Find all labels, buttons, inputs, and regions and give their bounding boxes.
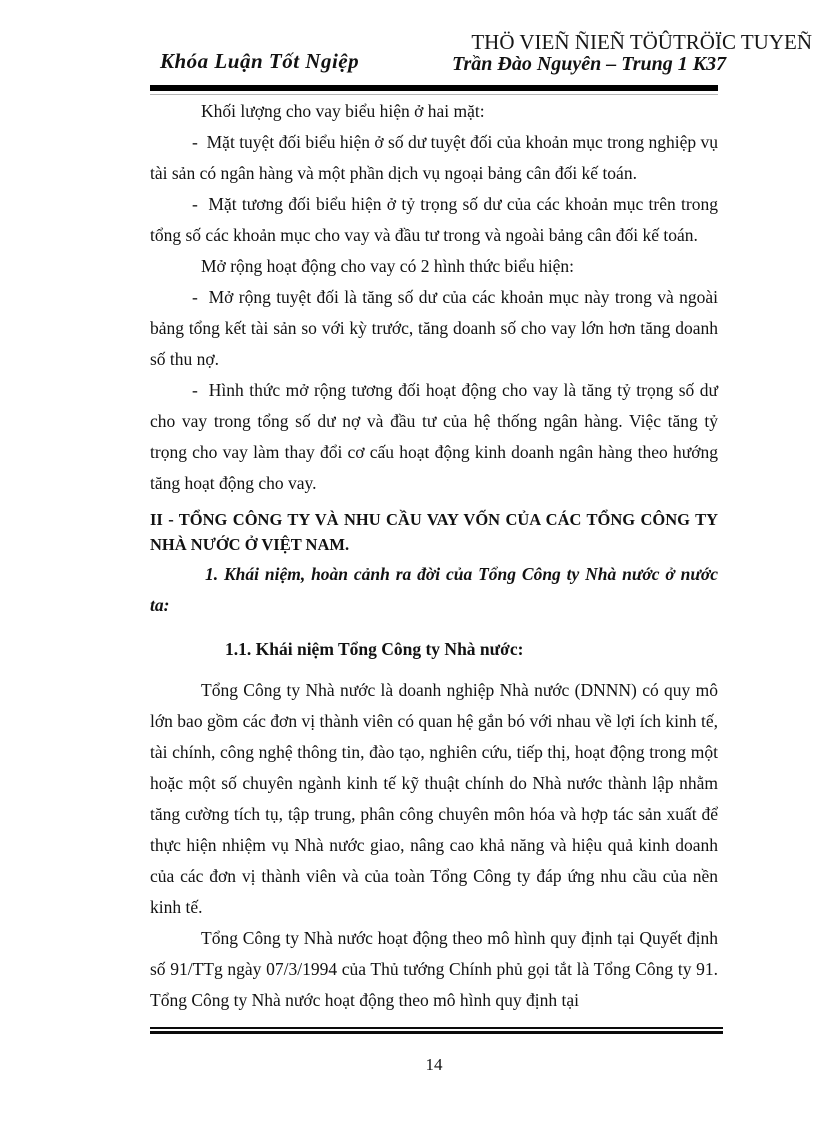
footer-rule — [150, 1027, 723, 1034]
body-text — [150, 96, 718, 1016]
paragraph-decision-91ttg: Tổng Công ty Nhà nước hoạt động theo mô hình quy định tại Quyết định số 91/TTg ngày 07/3/1994 của Thủ tướng Chính phủ gọi tắt là Tổng Công ty 91. Tổng Công ty Nhà nước hoạt động theo mô hình quy định tại — [150, 928, 718, 1010]
bullet-relative-expansion: - Hình thức mở rộng tương đối hoạt động cho vay là tăng tỷ trọng số dư cho vay trong tổng số dư nợ và đầu tư của hệ thống ngân hàng. Việc tăng tỷ trọng cho vay làm thay đổi cơ cấu hoạt động kinh doanh ngân hàng theo hướng tăng hoạt động cho vay. — [150, 380, 718, 493]
library-watermark-text: THÖ VIEÑ ÑIEÑ TÖÛTRÖÏC TUYEÑ — [471, 30, 812, 54]
section-heading-ii: II - TỔNG CÔNG TY VÀ NHU CẦU VAY VỐN CỦA CÁC TỔNG CÔNG TY NHÀ NƯỚC Ở VIỆT NAM. — [150, 510, 718, 554]
bullet-relative-aspect: - Mặt tương đối biểu hiện ở tỷ trọng số dư của các khoản mục trên trong tổng số các khoản mục cho vay và đầu tư trong và ngoài bảng cân đối kế toán. — [150, 194, 718, 245]
bullet-absolute-expansion: - Mở rộng tuyệt đối là tăng số dư của các khoản mục này trong và ngoài bảng tổng kết tài sản so với kỳ trước, tăng doanh số cho vay lớn hơn tăng doanh số thu nợ. — [150, 287, 718, 369]
bullet-absolute-aspect: - Mặt tuyệt đối biểu hiện ở số dư tuyệt đối của khoản mục trong nghiệp vụ tài sản có ngân hàng và một phần dịch vụ ngoại bảng cân đối kế toán. — [150, 132, 718, 183]
subsection-heading-1: 1. Khái niệm, hoàn cảnh ra đời của Tổng Công ty Nhà nước ở nước ta: — [150, 564, 718, 615]
paragraph-loan-volume-intro: Khối lượng cho vay biểu hiện ở hai mặt: — [201, 101, 485, 121]
author-name: Trần Đào Nguyên – Trung 1 K37 — [452, 53, 727, 75]
paragraph-definition-tct: Tổng Công ty Nhà nước là doanh nghiệp Nhà nước (DNNN) có quy mô lớn bao gồm các đơn vị thành viên có quan hệ gắn bó với nhau về lợi ích kinh tế, tài chính, công nghệ thông tin, đào tạo, nghiên cứu, tiếp thị, hoạt động trong một hoặc một số chuyên ngành kinh tế kỹ thuật chính do Nhà nước thành lập nhằm tăng cường tích tụ, tập trung, phân công chuyên môn hóa và hợp tác sản xuất để thực hiện nhiệm vụ Nhà nước giao, nâng cao khả năng và hiệu quả kinh doanh của các đơn vị thành viên và của toàn Tổng Công ty đáp ứng nhu cầu của nền kinh tế. — [150, 680, 718, 917]
header-rule — [150, 85, 718, 91]
header-rule-shadow — [150, 94, 718, 95]
thesis-title: Khóa Luận Tốt Ngiệp — [160, 49, 360, 73]
subsection-heading-1-1: 1.1. Khái niệm Tổng Công ty Nhà nước: — [225, 639, 524, 659]
paragraph-expansion-intro: Mở rộng hoạt động cho vay có 2 hình thức biểu hiện: — [201, 256, 575, 276]
page-number: 14 — [425, 1055, 443, 1074]
